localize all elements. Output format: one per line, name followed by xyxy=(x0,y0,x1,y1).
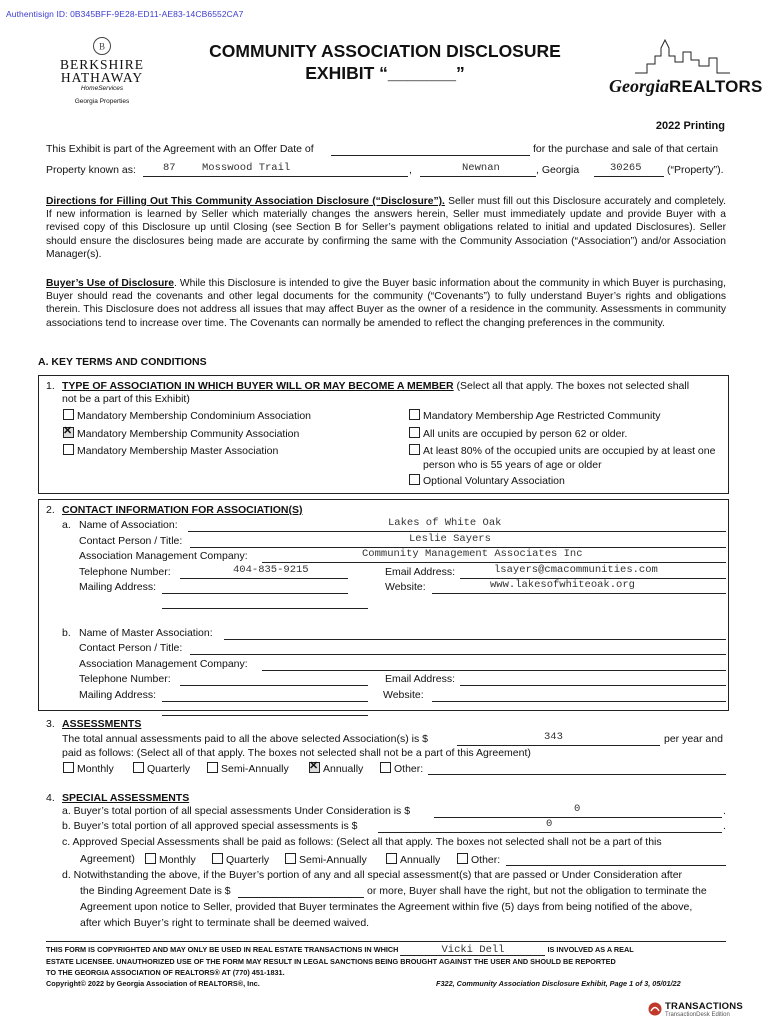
checkbox-special-semi[interactable] xyxy=(285,853,296,864)
zip-value: 30265 xyxy=(610,162,642,174)
master-mailing-field-2[interactable] xyxy=(162,715,368,716)
special-d2b: or more, Buyer shall have the right, but not the obligation to terminate the xyxy=(367,885,707,897)
pay-other-field[interactable] xyxy=(428,774,726,775)
pay-other[interactable]: Other: xyxy=(380,762,423,775)
ga-georgia-text: Georgia xyxy=(609,76,669,96)
footer-form-id: F322, Community Association Disclosure Exhibit, Page 1 of 3, 05/01/22 xyxy=(436,979,681,988)
checkbox-special-other[interactable] xyxy=(457,853,468,864)
special-b: b. Buyer’s total portion of all approved special assessments is $ xyxy=(62,820,358,832)
checkbox-semi-annually[interactable] xyxy=(207,762,218,773)
assessment-amount-value: 343 xyxy=(544,731,563,743)
phone-field[interactable] xyxy=(180,578,348,579)
footer-copyright: Copyright© 2022 by Georgia Association of REALTORS®, Inc. xyxy=(46,979,260,988)
intro-line1-b: for the purchase and sale of that certain xyxy=(533,143,719,155)
georgia-realtors-logo xyxy=(605,36,763,104)
item3-num: 3. xyxy=(46,718,55,730)
email-value: lsayers@cmacommunities.com xyxy=(494,564,658,576)
checkbox-80[interactable] xyxy=(409,444,420,455)
mailing-field-2[interactable] xyxy=(162,608,368,609)
checkbox-62[interactable] xyxy=(409,427,420,438)
item2-b-label: b. xyxy=(62,627,71,639)
skyline-icon xyxy=(635,36,730,74)
item1-note2: not be a part of this Exhibit) xyxy=(62,393,190,405)
opt-age-restricted[interactable]: Mandatory Membership Age Restricted Community xyxy=(409,409,661,422)
special-monthly[interactable]: Monthly xyxy=(145,853,196,866)
buyers-use-heading: Buyer’s Use of Disclosure xyxy=(46,278,175,289)
assessment-line2: paid as follows: (Select all of that apply. The boxes not selected shall not be a part of this Agreement) xyxy=(62,747,531,759)
item4-heading: SPECIAL ASSESSMENTS xyxy=(62,792,190,804)
directions-paragraph xyxy=(46,195,726,261)
city-value: Newnan xyxy=(462,162,500,174)
item3-heading: ASSESSMENTS xyxy=(62,718,142,730)
master-mailing-field[interactable] xyxy=(162,701,368,702)
assoc-name-label: Name of Association: xyxy=(79,519,178,531)
contact-label: Contact Person / Title: xyxy=(79,535,183,547)
authentisign-id: Authentisign ID: 0B345BFF-9E28-ED11-AE83-14CB6552CA7 xyxy=(6,9,244,19)
special-c2: Agreement) xyxy=(80,853,135,865)
checkbox-quarterly[interactable] xyxy=(133,762,144,773)
checkbox-special-annually[interactable] xyxy=(386,853,397,864)
master-phone-field[interactable] xyxy=(180,685,368,686)
special-d4: after which Buyer’s right to terminate shall be deemed waived. xyxy=(80,917,370,929)
opt-80-cont: person who is 55 years of age or older xyxy=(423,459,602,471)
master-contact-field[interactable] xyxy=(190,654,726,655)
item2-a-label: a. xyxy=(62,519,71,531)
master-contact-label: Contact Person / Title: xyxy=(79,642,183,654)
section-a-heading: A. KEY TERMS AND CONDITIONS xyxy=(38,356,207,368)
city-field[interactable] xyxy=(420,176,536,177)
intro-line1-a: This Exhibit is part of the Agreement with an Offer Date of xyxy=(46,143,314,155)
pay-semi[interactable]: Semi-Annually xyxy=(207,762,289,775)
bh-line4: Georgia Properties xyxy=(74,98,130,105)
special-d3: Agreement upon notice to Seller, provided that Buyer terminates the Agreement within five (5) days from being notified of the above, xyxy=(80,901,693,913)
transactions-brand: TRANSACTIONS xyxy=(665,1001,743,1012)
special-semi[interactable]: Semi-Annually xyxy=(285,853,367,866)
phone-value: 404-835-9215 xyxy=(233,564,309,576)
special-other-field[interactable] xyxy=(506,865,726,866)
berkshire-hathaway-logo xyxy=(52,36,152,106)
special-threshold-field[interactable] xyxy=(238,897,364,898)
item4-num: 4. xyxy=(46,792,55,804)
licensee-name: Vicki Dell xyxy=(400,946,545,956)
master-mailing-label: Mailing Address: xyxy=(79,689,157,701)
opt-62[interactable]: All units are occupied by person 62 or older. xyxy=(409,427,627,440)
mailing-field[interactable] xyxy=(162,593,348,594)
special-b-value: 0 xyxy=(546,818,553,830)
bh-line2: HATHAWAY xyxy=(60,70,144,85)
directions-body: Seller must fill out this Disclosure accurately and completely. If new information is learned by Seller which materially changes the answers herein, Seller must immediately update and provide Buyer with a revised copy of this Disclosure up until Closing (see Section B for Seller’s payment obligations related to initial and updated Disclosures). Seller should ensure the disclosures being made are accurate by confirming the same with the Community Association (“Association”) and/or Association Manager(s). xyxy=(46,196,726,260)
checkbox-monthly[interactable] xyxy=(63,762,74,773)
item2-num: 2. xyxy=(46,504,55,516)
transactions-logo xyxy=(648,1000,743,1022)
exhibit-label: EXHIBIT “_______” xyxy=(305,63,465,83)
bh-emblem-icon xyxy=(92,36,112,56)
zip-field[interactable] xyxy=(594,176,664,177)
state-label: , Georgia xyxy=(536,164,580,176)
opt-community[interactable]: ✕Mandatory Membership Community Association xyxy=(63,427,299,440)
pay-monthly[interactable]: Monthly xyxy=(63,762,114,775)
opt-80[interactable]: At least 80% of the occupied units are occupied by at least one xyxy=(409,444,715,457)
item1-note1: (Select all that apply. The boxes not selected shall xyxy=(453,380,690,392)
property-address-field[interactable] xyxy=(143,176,408,177)
website-value: www.lakesofwhiteoak.org xyxy=(490,579,635,591)
buyers-use-body: . While this Disclosure is intended to give the Buyer basic information about the community in which Buyer is purchasing, Buyer should read the covenants and other legal documents for the community (“Covenants”) to fully understand Buyer’s rights and obligations therein. This Disclosure does not address all issues that may affect Buyer as the owner of a residence in the community. Assessments in community associations tend to increase over time. The Covenants can normally be amended to reflect the changing preferences in the community. xyxy=(46,278,726,329)
mailing-label: Mailing Address: xyxy=(79,581,157,593)
printing-year: 2022 Printing xyxy=(655,120,725,132)
checkbox-master[interactable] xyxy=(63,444,74,455)
special-d1: d. Notwithstanding the above, if the Buyer’s portion of any and all special assessment(s) that are passed or Under Consideration after xyxy=(62,869,683,881)
special-annually[interactable]: Annually xyxy=(386,853,440,866)
directions-heading: Directions for Filling Out This Community Association Disclosure (“Disclosure”). xyxy=(46,196,445,207)
pay-annually[interactable]: ✕ Annually xyxy=(309,762,363,775)
opt-voluntary[interactable]: Optional Voluntary Association xyxy=(409,474,565,487)
bh-line3: HomeServices xyxy=(80,85,124,92)
email-label: Email Address: xyxy=(385,566,456,578)
special-b-field[interactable] xyxy=(378,832,722,833)
master-phone-label: Telephone Number: xyxy=(79,673,171,685)
master-website-label: Website: xyxy=(383,689,424,701)
phone-label: Telephone Number: xyxy=(79,566,171,578)
footer-line1: THIS FORM IS COPYRIGHTED AND MAY ONLY BE USED IN REAL ESTATE TRANSACTIONS IN WHICH Vicki Dell IS INVOLVED AS A REAL xyxy=(46,944,634,956)
checkbox-other[interactable] xyxy=(380,762,391,773)
property-label: Property known as: xyxy=(46,164,136,176)
checkbox-community-checked[interactable] xyxy=(63,427,74,438)
master-name-field[interactable] xyxy=(224,639,726,640)
checkbox-special-quarterly[interactable] xyxy=(212,853,223,864)
per-year: per year and xyxy=(664,733,723,745)
master-website-field[interactable] xyxy=(432,701,726,702)
ga-realtors-text: REALTORS xyxy=(669,77,763,96)
contact-value: Leslie Sayers xyxy=(409,533,491,545)
item1-num: 1. xyxy=(46,380,55,392)
master-mgmt-field[interactable] xyxy=(262,670,726,671)
offer-date-field[interactable] xyxy=(331,155,530,156)
street-value: Mosswood Trail xyxy=(202,162,291,174)
footer-divider xyxy=(46,941,726,942)
footer-line3: TO THE GEORGIA ASSOCIATION OF REALTORS® AT (770) 451-1831. xyxy=(46,968,285,977)
assoc-name-value: Lakes of White Oak xyxy=(388,517,502,529)
special-c1: c. Approved Special Assessments shall be paid as follows: (Select all that apply. The boxes not selected shall not be a part of this xyxy=(62,836,662,848)
assessment-amount-field[interactable] xyxy=(457,745,660,746)
footer-line2: ESTATE LICENSEE. UNAUTHORIZED USE OF THE FORM MAY RESULT IN LEGAL SANCTIONS BEING BROUGHT AGAINST THE USER AND SHOULD BE REPORTED xyxy=(46,957,616,966)
mgmt-label: Association Management Company: xyxy=(79,550,248,562)
checkbox-annually-checked[interactable] xyxy=(309,762,320,773)
street-number-value: 87 xyxy=(163,162,176,174)
special-a-value: 0 xyxy=(574,803,581,815)
special-quarterly[interactable]: Quarterly xyxy=(212,853,269,866)
master-email-field[interactable] xyxy=(460,685,726,686)
property-suffix: (“Property”). xyxy=(667,164,724,176)
assoc-name-field[interactable] xyxy=(188,531,726,532)
buyers-use-paragraph xyxy=(46,277,726,330)
checkbox-age-restricted[interactable] xyxy=(409,409,420,420)
checkbox-voluntary[interactable] xyxy=(409,474,420,485)
mgmt-value: Community Management Associates Inc xyxy=(362,548,583,560)
bh-line1: BERKSHIRE xyxy=(59,57,144,72)
transactions-logo-icon xyxy=(648,1002,662,1016)
special-d2a: the Binding Agreement Date is $ xyxy=(80,885,231,897)
special-a-field[interactable] xyxy=(434,817,722,818)
website-field[interactable] xyxy=(432,593,726,594)
item1-heading: TYPE OF ASSOCIATION IN WHICH BUYER WILL OR MAY BECOME A MEMBER xyxy=(62,380,454,392)
item2-heading: CONTACT INFORMATION FOR ASSOCIATION(S) xyxy=(62,504,303,516)
special-other[interactable]: Other: xyxy=(457,853,500,866)
master-email-label: Email Address: xyxy=(385,673,456,685)
assessment-line1: The total annual assessments paid to all the above selected Association(s) is $ xyxy=(62,733,428,745)
special-a: a. Buyer’s total portion of all special assessments Under Consideration is $ xyxy=(62,805,411,817)
page-title: COMMUNITY ASSOCIATION DISCLOSURE xyxy=(209,41,561,61)
svg-text:B: B xyxy=(98,41,106,52)
opt-condo[interactable]: Mandatory Membership Condominium Association xyxy=(63,409,311,422)
mgmt-field[interactable] xyxy=(262,562,726,563)
website-label: Website: xyxy=(385,581,426,593)
checkbox-special-monthly[interactable] xyxy=(145,853,156,864)
master-mgmt-label: Association Management Company: xyxy=(79,658,248,670)
opt-master[interactable]: Mandatory Membership Master Association xyxy=(63,444,278,457)
master-name-label: Name of Master Association: xyxy=(79,627,213,639)
transactions-sub: TransactionDesk Edition xyxy=(665,1012,730,1018)
checkbox-condo[interactable] xyxy=(63,409,74,420)
pay-quarterly[interactable]: Quarterly xyxy=(133,762,190,775)
